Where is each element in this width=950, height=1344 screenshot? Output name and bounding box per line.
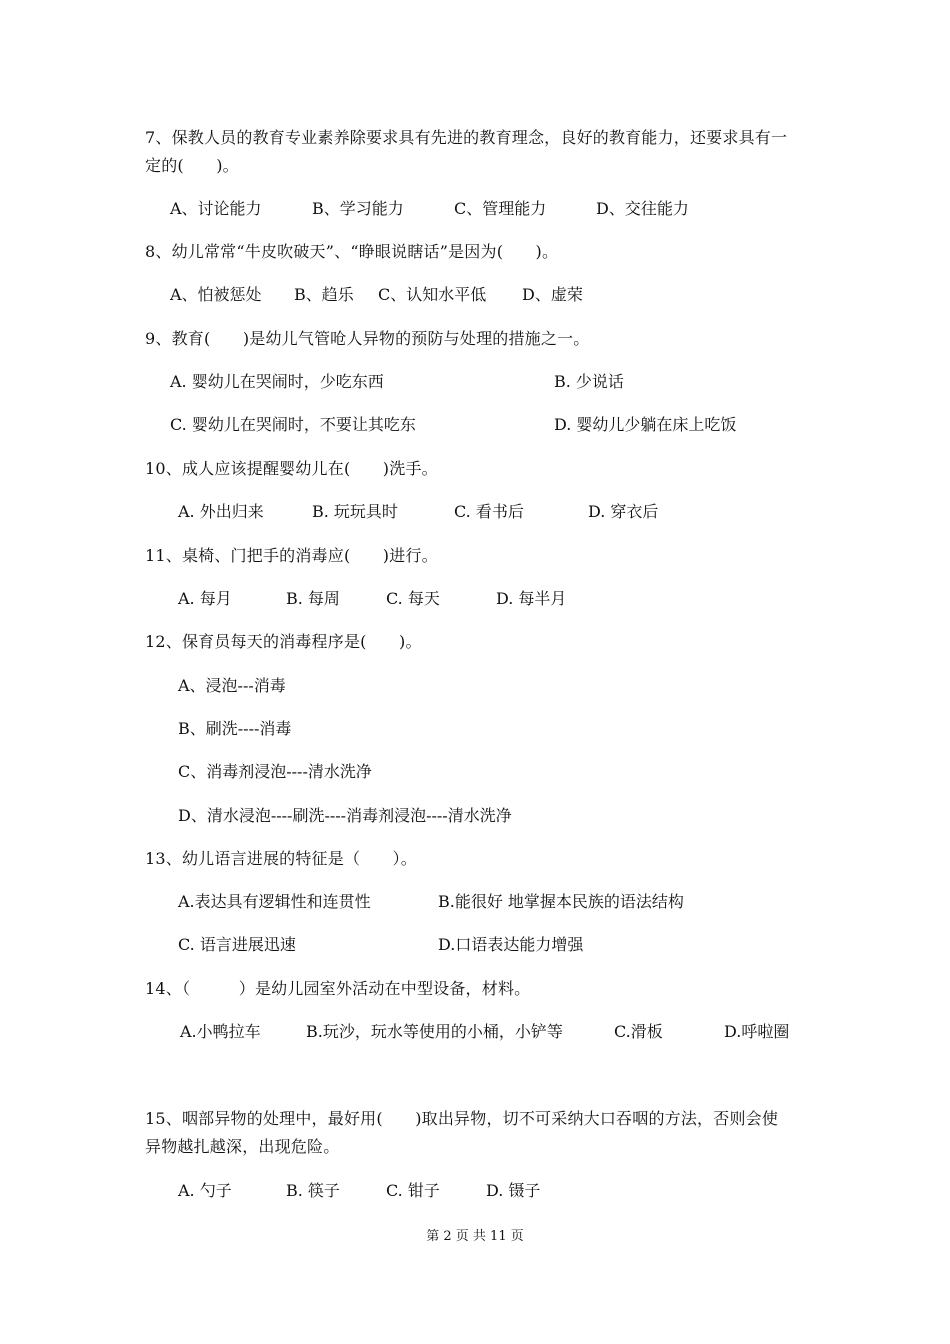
q11-option-c: C. 每天 xyxy=(386,589,440,608)
q12-option-d: D、清水浸泡----刷洗----消毒剂浸泡----清水洗净 xyxy=(178,806,512,825)
q13-option-d: D.口语表达能力增强 xyxy=(438,935,584,954)
q13-option-c: C. 语言进展迅速 xyxy=(178,935,296,954)
q7-stem-line1: 7、保教人员的教育专业素养除要求具有先进的教育理念，良好的教育能力，还要求具有一 xyxy=(145,128,788,147)
q14-option-c: C.滑板 xyxy=(614,1022,663,1041)
q9-option-a: A. 婴幼儿在哭闹时，少吃东西 xyxy=(170,372,384,391)
q12-stem: 12、保育员每天的消毒程序是( )。 xyxy=(145,632,422,651)
q7-stem-line2: 定的( )。 xyxy=(145,156,239,175)
q7-option-a: A、讨论能力 xyxy=(170,199,262,218)
q15-option-b: B. 筷子 xyxy=(286,1181,340,1200)
q9-option-c: C. 婴幼儿在哭闹时，不要让其吃东 xyxy=(170,415,416,434)
q14-option-b: B.玩沙，玩水等使用的小桶，小铲等 xyxy=(306,1022,563,1041)
q8-option-d: D、虚荣 xyxy=(522,285,583,304)
q13-stem: 13、幼儿语言进展的特征是（ ）。 xyxy=(145,849,417,868)
q10-stem: 10、成人应该提醒婴幼儿在( )洗手。 xyxy=(145,459,438,478)
q7-option-b: B、学习能力 xyxy=(312,199,404,218)
q9-stem: 9、教育( )是幼儿气管呛人异物的预防与处理的措施之一。 xyxy=(145,329,590,348)
q11-stem: 11、桌椅、门把手的消毒应( )进行。 xyxy=(145,546,438,565)
q14-stem: 14、（ ）是幼儿园室外活动在中型设备，材料。 xyxy=(145,979,531,998)
q10-option-d: D. 穿衣后 xyxy=(588,502,659,521)
q7-option-c: C、管理能力 xyxy=(454,199,547,218)
q10-option-c: C. 看书后 xyxy=(454,502,524,521)
q9-option-d: D. 婴幼儿少躺在床上吃饭 xyxy=(554,415,737,434)
q11-option-a: A. 每月 xyxy=(178,589,232,608)
q14-option-d: D.呼啦圈 xyxy=(724,1022,790,1041)
q15-option-c: C. 钳子 xyxy=(386,1181,440,1200)
q13-option-a: A.表达具有逻辑性和连贯性 xyxy=(178,892,371,911)
q8-option-b: B、趋乐 xyxy=(294,285,354,304)
q15-stem-line1: 15、咽部异物的处理中，最好用( )取出异物，切不可采纳大口吞咽的方法，否则会使 xyxy=(145,1109,779,1128)
q13-option-b: B.能很好 地掌握本民族的语法结构 xyxy=(438,892,684,911)
q10-option-b: B. 玩玩具时 xyxy=(312,502,398,521)
q7-option-d: D、交往能力 xyxy=(596,199,689,218)
q15-option-a: A. 勺子 xyxy=(178,1181,232,1200)
q8-option-c: C、认知水平低 xyxy=(378,285,487,304)
q9-option-b: B. 少说话 xyxy=(554,372,624,391)
q8-option-a: A、怕被惩处 xyxy=(170,285,262,304)
q11-option-d: D. 每半月 xyxy=(496,589,567,608)
q15-stem-line2: 异物越扎越深，出现危险。 xyxy=(145,1137,340,1156)
q12-option-a: A、浸泡---消毒 xyxy=(178,676,286,695)
page-number-footer: 第 2 页 共 11 页 xyxy=(426,1229,524,1244)
q8-stem: 8、幼儿常常“牛皮吹破天”、“睁眼说瞎话”是因为( )。 xyxy=(145,242,559,261)
q12-option-c: C、消毒剂浸泡----清水洗净 xyxy=(178,762,372,781)
q15-option-d: D. 镊子 xyxy=(486,1181,541,1200)
q10-option-a: A. 外出归来 xyxy=(178,502,264,521)
q11-option-b: B. 每周 xyxy=(286,589,340,608)
q12-option-b: B、刷洗----消毒 xyxy=(178,719,292,738)
q14-option-a: A.小鸭拉车 xyxy=(180,1022,261,1041)
